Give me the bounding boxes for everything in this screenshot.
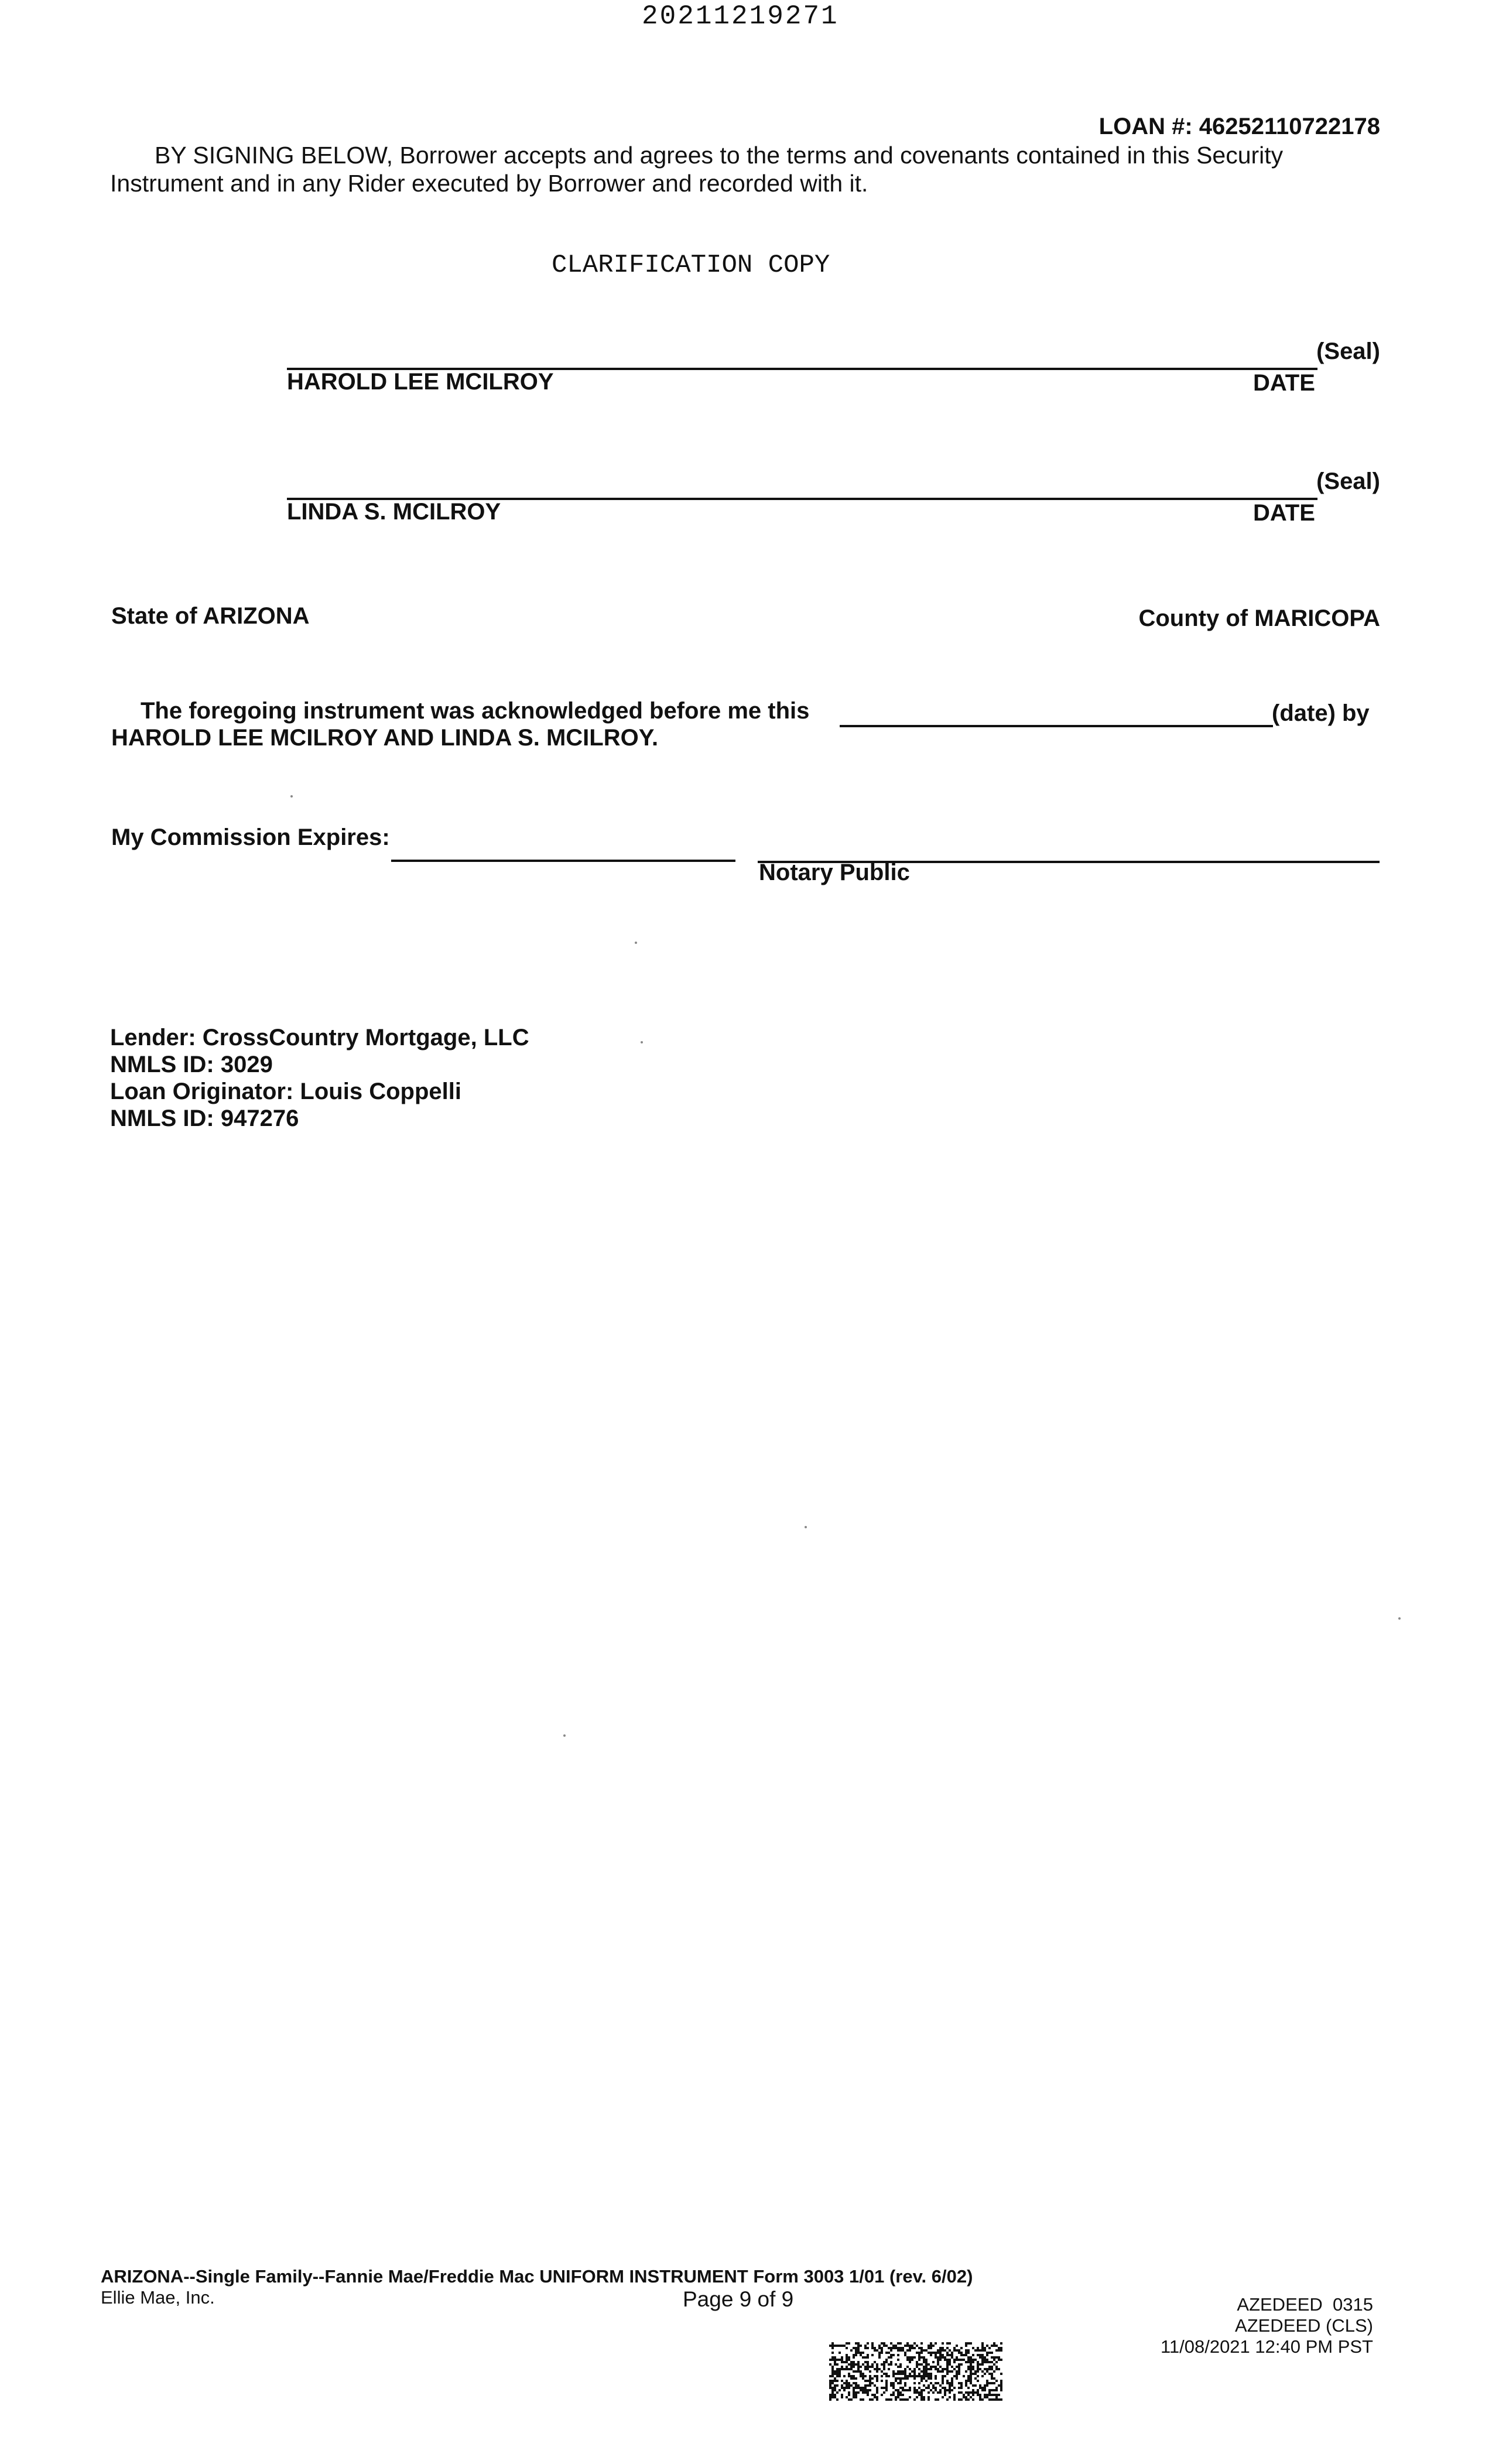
commission-line xyxy=(391,860,735,862)
loan-number: LOAN #: 46252110722178 xyxy=(1098,114,1380,139)
scan-speck xyxy=(641,1041,643,1043)
lender-name: Lender: CrossCountry Mortgage, LLC xyxy=(110,1025,529,1050)
acknowledgment-line-1: The foregoing instrument was acknowledged before me this xyxy=(141,698,810,724)
notary-public-label: Notary Public xyxy=(759,860,910,885)
scan-speck xyxy=(290,795,293,798)
scan-speck xyxy=(563,1734,566,1737)
seal-label: (Seal) xyxy=(1316,468,1380,494)
form-code-2: AZEDEED (CLS) xyxy=(1235,2315,1373,2336)
county-label: County of MARICOPA xyxy=(1138,605,1380,631)
barcode-image xyxy=(829,2342,1002,2401)
state-label: State of ARIZONA xyxy=(111,603,310,629)
acknowledgment-date-by: (date) by xyxy=(1272,700,1370,726)
commission-expires-label: My Commission Expires: xyxy=(111,824,390,850)
scan-speck xyxy=(805,1526,807,1528)
date-label: DATE xyxy=(1253,370,1315,396)
scan-speck xyxy=(1398,1617,1401,1620)
print-timestamp: 11/08/2021 12:40 PM PST xyxy=(1160,2336,1373,2357)
intro-line-1: BY SIGNING BELOW, Borrower accepts and agrees to the terms and covenants contained in this Security xyxy=(155,142,1284,169)
clarification-copy: CLARIFICATION COPY xyxy=(552,251,830,280)
signer-name: LINDA S. MCILROY xyxy=(287,499,501,525)
intro-line-2: Instrument and in any Rider executed by Borrower and recorded with it. xyxy=(110,170,868,197)
form-footer: ARIZONA--Single Family--Fannie Mae/Freddie Mac UNIFORM INSTRUMENT Form 3003 1/01 (rev. 6/02) xyxy=(101,2266,973,2287)
acknowledgment-line-2: HAROLD LEE MCILROY AND LINDA S. MCILROY. xyxy=(111,725,659,751)
lender-nmls: NMLS ID: 3029 xyxy=(110,1052,273,1077)
scan-speck xyxy=(635,942,637,944)
loan-originator: Loan Originator: Louis Coppelli xyxy=(110,1079,461,1104)
seal-label: (Seal) xyxy=(1316,338,1380,364)
company-footer: Ellie Mae, Inc. xyxy=(101,2287,215,2308)
document-number: 20211219271 xyxy=(642,1,839,32)
acknowledgment-date-line xyxy=(840,725,1273,727)
originator-nmls: NMLS ID: 947276 xyxy=(110,1106,299,1131)
signer-name: HAROLD LEE MCILROY xyxy=(287,369,554,395)
date-label: DATE xyxy=(1253,500,1315,526)
form-code-1: AZEDEED 0315 xyxy=(1237,2294,1373,2315)
page-number: Page 9 of 9 xyxy=(683,2287,794,2311)
